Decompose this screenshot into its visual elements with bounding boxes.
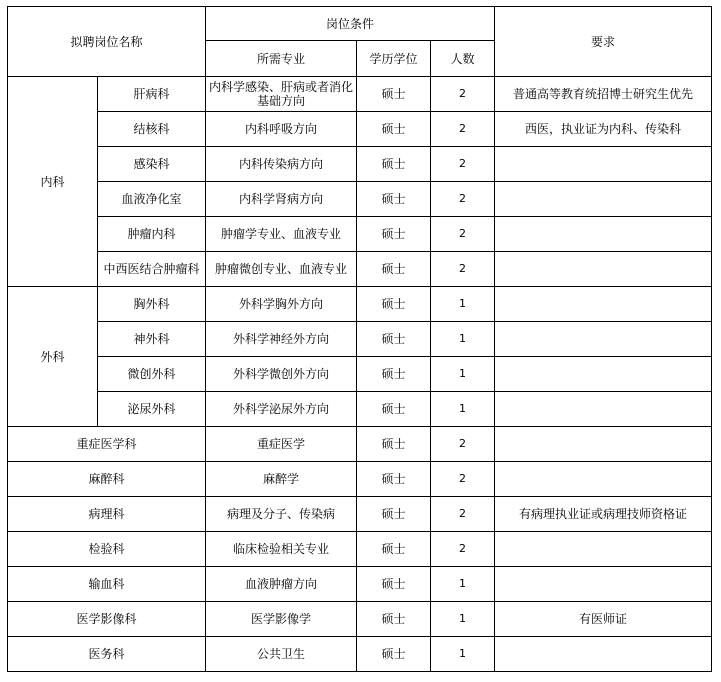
requirement-cell: 西医，执业证为内科、传染科 [495,112,712,147]
header-degree: 学历学位 [357,41,431,77]
major-cell: 内科呼吸方向 [206,112,357,147]
count-cell: 2 [431,182,495,217]
major-cell: 内科学肾病方向 [206,182,357,217]
dept-cell: 神外科 [98,322,206,357]
degree-cell: 硕士 [357,532,431,567]
dept-cell: 感染科 [98,147,206,182]
table-row [8,112,712,147]
group-label-surgery: 外科 [8,287,98,427]
table-row [8,77,712,112]
header-position-name: 拟聘岗位名称 [8,7,206,77]
count-cell: 1 [431,392,495,427]
header-major: 所需专业 [206,41,357,77]
table-row [8,532,712,567]
major-cell: 外科学微创外方向 [206,357,357,392]
count-cell: 2 [431,427,495,462]
header-requirements: 要求 [495,7,712,77]
major-cell: 肿瘤微创专业、血液专业 [206,252,357,287]
dept-cell: 血液净化室 [98,182,206,217]
dept-cell: 病理科 [8,497,206,532]
group-label-internal: 内科 [8,77,98,287]
requirement-cell [495,287,712,322]
dept-cell: 麻醉科 [8,462,206,497]
count-cell: 2 [431,497,495,532]
dept-cell: 结核科 [98,112,206,147]
count-cell: 2 [431,532,495,567]
degree-cell: 硕士 [357,637,431,672]
major-cell: 临床检验相关专业 [206,532,357,567]
requirement-cell: 有病理执业证或病理技师资格证 [495,497,712,532]
dept-cell: 输血科 [8,567,206,602]
requirement-cell: 有医师证 [495,602,712,637]
major-cell: 病理及分子、传染病 [206,497,357,532]
major-cell: 肿瘤学专业、血液专业 [206,217,357,252]
table-row [8,182,712,217]
requirement-cell [495,462,712,497]
table-row [8,287,712,322]
degree-cell: 硕士 [357,357,431,392]
count-cell: 2 [431,77,495,112]
degree-cell: 硕士 [357,392,431,427]
degree-cell: 硕士 [357,602,431,637]
dept-cell: 微创外科 [98,357,206,392]
requirement-cell [495,217,712,252]
requirement-cell [495,427,712,462]
degree-cell: 硕士 [357,217,431,252]
count-cell: 2 [431,252,495,287]
major-cell: 重症医学 [206,427,357,462]
table-row [8,497,712,532]
degree-cell: 硕士 [357,567,431,602]
major-cell: 外科学神经外方向 [206,322,357,357]
count-cell: 1 [431,637,495,672]
requirement-cell [495,567,712,602]
count-cell: 1 [431,567,495,602]
table-row [8,462,712,497]
count-cell: 2 [431,462,495,497]
table-row [8,322,712,357]
dept-cell: 肝病科 [98,77,206,112]
header-conditions: 岗位条件 [206,7,495,41]
table-row [8,567,712,602]
major-cell: 公共卫生 [206,637,357,672]
count-cell: 1 [431,602,495,637]
table-row [8,602,712,637]
dept-cell: 肿瘤内科 [98,217,206,252]
table-row [8,637,712,672]
header-count: 人数 [431,41,495,77]
requirement-cell [495,252,712,287]
requirement-cell: 普通高等教育统招博士研究生优先 [495,77,712,112]
table-row [8,392,712,427]
major-cell: 麻醉学 [206,462,357,497]
dept-cell: 中西医结合肿瘤科 [98,252,206,287]
dept-cell: 检验科 [8,532,206,567]
major-cell: 外科学胸外方向 [206,287,357,322]
dept-cell: 胸外科 [98,287,206,322]
dept-cell: 重症医学科 [8,427,206,462]
degree-cell: 硕士 [357,427,431,462]
degree-cell: 硕士 [357,77,431,112]
count-cell: 2 [431,112,495,147]
header-row-1 [8,7,712,41]
degree-cell: 硕士 [357,462,431,497]
degree-cell: 硕士 [357,112,431,147]
degree-cell: 硕士 [357,287,431,322]
table-row [8,357,712,392]
requirement-cell [495,322,712,357]
table-row [8,427,712,462]
major-cell: 外科学泌尿外方向 [206,392,357,427]
degree-cell: 硕士 [357,497,431,532]
count-cell: 2 [431,147,495,182]
major-cell: 内科传染病方向 [206,147,357,182]
requirement-cell [495,532,712,567]
table-row [8,252,712,287]
major-cell: 医学影像学 [206,602,357,637]
recruitment-table [7,6,712,672]
requirement-cell [495,357,712,392]
table-row [8,147,712,182]
major-cell: 血液肿瘤方向 [206,567,357,602]
requirement-cell [495,392,712,427]
degree-cell: 硕士 [357,252,431,287]
major-cell: 内科学感染、肝病或者消化基础方向 [206,77,357,112]
degree-cell: 硕士 [357,182,431,217]
count-cell: 1 [431,322,495,357]
count-cell: 1 [431,287,495,322]
table-row [8,217,712,252]
count-cell: 1 [431,357,495,392]
dept-cell: 泌尿外科 [98,392,206,427]
degree-cell: 硕士 [357,322,431,357]
dept-cell: 医学影像科 [8,602,206,637]
dept-cell: 医务科 [8,637,206,672]
requirement-cell [495,637,712,672]
requirement-cell [495,147,712,182]
count-cell: 2 [431,217,495,252]
degree-cell: 硕士 [357,147,431,182]
requirement-cell [495,182,712,217]
